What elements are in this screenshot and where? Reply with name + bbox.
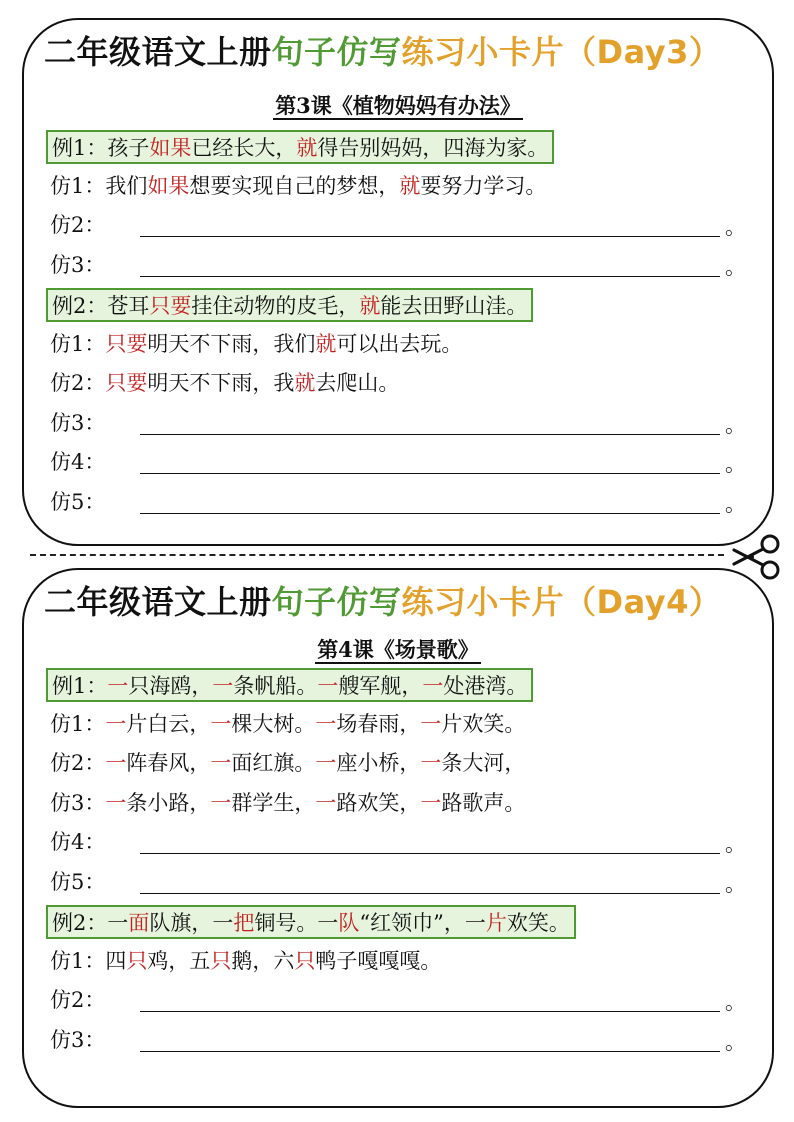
- sentence-text: 四: [105, 948, 127, 973]
- sentence-text: 得告别妈妈，四海为家。: [317, 136, 549, 160]
- card-title: 二年级语文上册句子仿写练习小卡片（Day4）: [44, 583, 722, 621]
- highlight-word: 一: [105, 751, 127, 775]
- blank-practice-line[interactable]: [50, 1024, 752, 1056]
- sentence-text: 欢笑。: [506, 911, 570, 935]
- highlight-word: 一: [210, 790, 232, 815]
- highlight-word: 一: [212, 674, 234, 698]
- highlight-word: 就: [399, 173, 421, 198]
- highlight-word: 一: [315, 711, 337, 736]
- end-period: 。: [725, 452, 746, 476]
- highlight-word: 一: [210, 711, 232, 736]
- sentence-text: 我们: [105, 173, 148, 198]
- sentence-text: 片白云，: [126, 711, 211, 736]
- card-title: 二年级语文上册句子仿写练习小卡片（Day3）: [44, 33, 722, 71]
- sentence-text: 要努力学习。: [420, 173, 547, 198]
- highlight-word: 一: [422, 674, 444, 698]
- highlight-word: 只: [126, 948, 148, 973]
- practice-sentence: [50, 328, 752, 360]
- practice-sentence: [50, 787, 752, 819]
- highlight-word: 面: [128, 911, 150, 935]
- sentence-text: 路欢笑，: [336, 790, 421, 815]
- example-sentence: [46, 668, 533, 702]
- row-label: 仿3：: [50, 790, 106, 815]
- highlight-word: 只要: [149, 294, 192, 318]
- sentence-text: 挂住动物的皮毛，: [191, 294, 360, 318]
- blank-practice-line[interactable]: [50, 407, 752, 439]
- highlight-word: 如果: [149, 136, 192, 160]
- row-label: 仿2：: [50, 213, 106, 237]
- sentence-text: 能去田野山洼。: [380, 294, 528, 318]
- sentence-text: 座小桥，: [336, 751, 421, 775]
- highlight-word: 就: [359, 294, 381, 318]
- sentence-text: “红领巾”，一: [359, 911, 486, 935]
- row-label: 仿2：: [50, 751, 106, 775]
- answer-underline: [140, 1051, 720, 1052]
- end-period: 。: [725, 871, 746, 896]
- sentence-text: 条帆船。: [233, 674, 318, 698]
- blank-practice-line[interactable]: [50, 249, 752, 281]
- answer-underline: [140, 893, 720, 894]
- sentence-text: 面红旗。: [231, 751, 316, 775]
- answer-underline: [140, 1011, 720, 1012]
- highlight-word: 只: [294, 948, 316, 973]
- blank-practice-line[interactable]: [50, 984, 752, 1016]
- row-label: 仿1：: [50, 948, 106, 973]
- sentence-text: 片欢笑。: [441, 711, 526, 736]
- answer-underline: [140, 236, 720, 237]
- highlight-word: 只要: [105, 331, 148, 356]
- practice-card-day4: [22, 568, 774, 1108]
- row-label: 仿1：: [50, 173, 106, 198]
- end-period: 。: [725, 215, 746, 239]
- highlight-word: 如果: [147, 173, 190, 198]
- highlight-word: 一: [420, 751, 442, 775]
- row-label: 例1：: [52, 136, 108, 160]
- sentence-text: 鸡，五: [147, 948, 211, 973]
- row-label: 仿3：: [50, 1027, 106, 1052]
- sentence-text: 棵大树。: [231, 711, 316, 736]
- answer-underline: [140, 434, 720, 435]
- sentence-text: 艘军舰，: [338, 674, 423, 698]
- row-label: 例2：: [52, 294, 108, 318]
- sentence-text: 已经长大，: [191, 136, 297, 160]
- sentence-text: 明天不下雨，我: [147, 371, 295, 395]
- practice-card-day3: [22, 18, 774, 546]
- row-label: 仿5：: [50, 869, 106, 894]
- sentence-text: 去爬山。: [315, 371, 400, 395]
- sentence-text: 铜号。一: [254, 911, 339, 935]
- sentence-text: 苍耳: [107, 294, 150, 318]
- lesson-title: 第3课《植物妈妈有办法》: [275, 93, 521, 118]
- sentence-text: 可以出去玩。: [336, 331, 463, 356]
- lesson-title: 第4课《场景歌》: [317, 637, 479, 662]
- highlight-word: 只: [210, 948, 232, 973]
- highlight-word: 就: [315, 331, 337, 356]
- blank-practice-line[interactable]: [50, 446, 752, 478]
- row-label: 仿2：: [50, 988, 106, 1012]
- row-label: 仿3：: [50, 252, 106, 277]
- end-period: 。: [725, 412, 746, 437]
- sentence-text: 路歌声。: [441, 790, 526, 815]
- end-period: 。: [725, 491, 746, 516]
- cut-line: [30, 554, 724, 556]
- highlight-word: 一: [105, 790, 127, 815]
- sentence-text: 队旗，一: [149, 911, 234, 935]
- sentence-text: 场春雨，: [336, 711, 421, 736]
- end-period: 。: [725, 254, 746, 279]
- sentence-text: 鸭子嘎嘎嘎。: [315, 948, 442, 973]
- example-sentence: [46, 130, 554, 164]
- row-label: 仿2：: [50, 371, 106, 395]
- highlight-word: 一: [420, 790, 442, 815]
- blank-practice-line[interactable]: [50, 866, 752, 898]
- example-sentence: [46, 905, 576, 939]
- highlight-word: 一: [107, 674, 129, 698]
- sentence-text: 明天不下雨，我们: [147, 331, 316, 356]
- highlight-word: 一: [317, 674, 339, 698]
- highlight-word: 片: [485, 911, 507, 935]
- highlight-word: 只要: [105, 371, 148, 395]
- highlight-word: 一: [315, 751, 337, 775]
- sentence-text: 想要实现自己的梦想，: [189, 173, 400, 198]
- sentence-text: 一: [107, 911, 129, 935]
- example-sentence: [46, 288, 533, 322]
- practice-sentence: [50, 170, 752, 202]
- row-label: 例1：: [52, 674, 108, 698]
- highlight-word: 就: [296, 136, 318, 160]
- row-label: 仿3：: [50, 410, 106, 435]
- highlight-word: 就: [294, 371, 316, 395]
- end-period: 。: [725, 1029, 746, 1054]
- answer-underline: [140, 513, 720, 514]
- sentence-text: 条大河，: [441, 751, 526, 775]
- sentence-text: 处港湾。: [443, 674, 528, 698]
- blank-practice-line[interactable]: [50, 209, 752, 241]
- highlight-word: 一: [105, 711, 127, 736]
- highlight-word: 把: [233, 911, 255, 935]
- answer-underline: [140, 853, 720, 854]
- row-label: 仿1：: [50, 711, 106, 736]
- highlight-word: 队: [338, 911, 360, 935]
- practice-sentence: [50, 708, 752, 740]
- sentence-text: 只海鸥，: [128, 674, 213, 698]
- answer-underline: [140, 276, 720, 277]
- highlight-word: 一: [420, 711, 442, 736]
- row-label: 仿4：: [50, 830, 106, 854]
- highlight-word: 一: [210, 751, 232, 775]
- row-label: 仿5：: [50, 489, 106, 514]
- answer-underline: [140, 473, 720, 474]
- row-label: 仿4：: [50, 450, 106, 474]
- sentence-text: 条小路，: [126, 790, 211, 815]
- sentence-text: 鹅，六: [231, 948, 295, 973]
- end-period: 。: [725, 990, 746, 1014]
- practice-sentence: [50, 945, 752, 977]
- row-label: 例2：: [52, 911, 108, 935]
- practice-sentence: [50, 367, 752, 399]
- sentence-text: 阵春风，: [126, 751, 211, 775]
- sentence-text: 群学生，: [231, 790, 316, 815]
- row-label: 仿1：: [50, 331, 106, 356]
- blank-practice-line[interactable]: [50, 826, 752, 858]
- practice-sentence: [50, 747, 752, 779]
- sentence-text: 孩子: [107, 136, 150, 160]
- blank-practice-line[interactable]: [50, 486, 752, 518]
- highlight-word: 一: [315, 790, 337, 815]
- end-period: 。: [725, 832, 746, 856]
